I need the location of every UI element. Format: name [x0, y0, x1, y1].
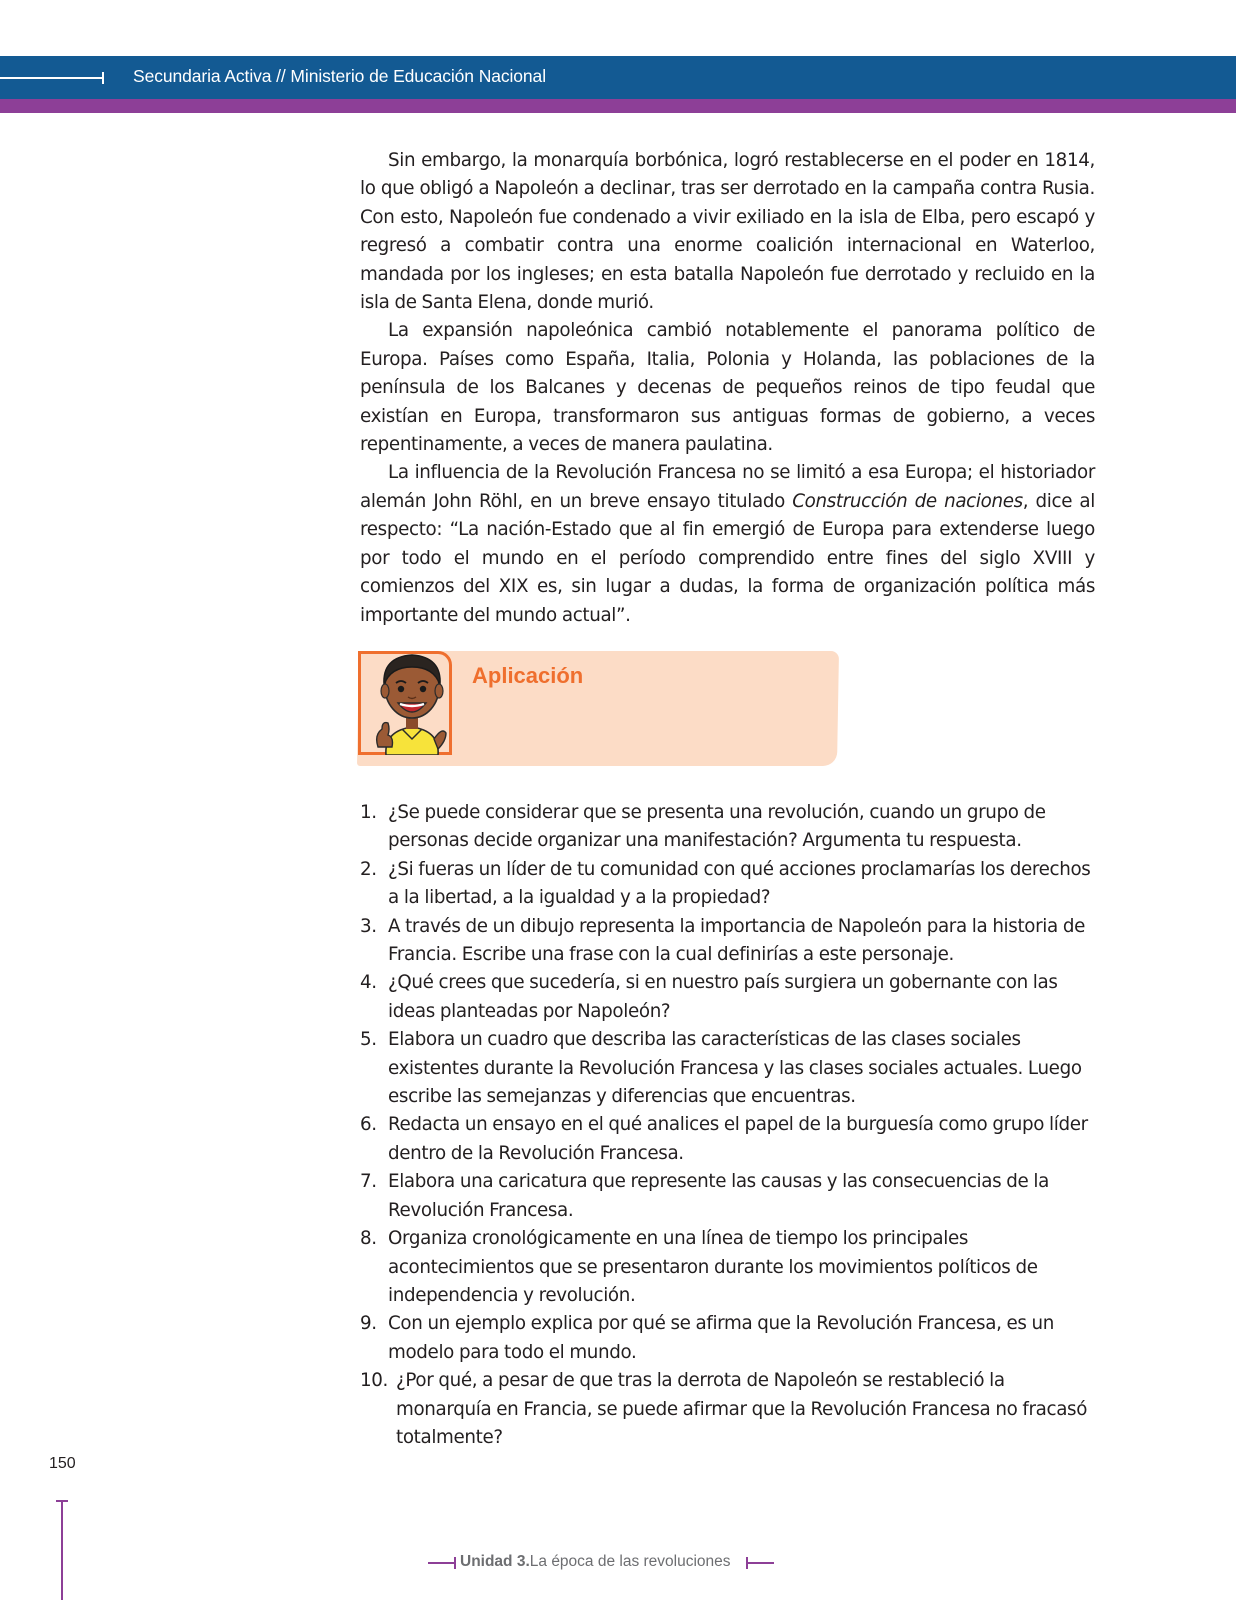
exercise-number: 5. [360, 1029, 377, 1051]
footer [428, 1551, 778, 1575]
exercise-item [360, 969, 1095, 1026]
footer-unit-title: La época de las revoluciones [529, 1553, 731, 1570]
essay-title: Construcción de naciones [792, 490, 1023, 512]
exercise-number: 6. [360, 1114, 377, 1136]
exercise-number: 7. [360, 1171, 377, 1193]
footer-rule-right [746, 1562, 774, 1564]
exercise-text: ¿Se puede considerar que se presenta una revolución, cuando un grupo de personas decide organizar una manifestación? Argumenta tu respuesta. [388, 802, 1046, 852]
footer-tick-left [454, 1557, 456, 1569]
paragraph-3-end: , dice al respecto: “La nación-Estado que al fin emergió de Europa para extenderse luego por todo el mundo en el período comprendido entre fines del siglo XVIII y comienzos del XIX es, sin lugar a dudas, la forma de organización política más importante del mundo actual”. [360, 490, 1096, 626]
exercise-item [360, 1026, 1095, 1111]
exercise-text: Elabora un cuadro que describa las características de las clases sociales existentes durante la Revolución Francesa y las clases sociales actuales. Luego escribe las semejanzas y diferencias que encuentras. [388, 1029, 1082, 1108]
exercise-item [360, 913, 1095, 970]
exercise-number: 2. [360, 858, 377, 880]
page-number: 150 [49, 1455, 76, 1472]
exercise-item [360, 1310, 1095, 1367]
exercise-number: 8. [360, 1228, 377, 1250]
footer-text [460, 1553, 731, 1571]
exercise-text: Organiza cronológicamente en una línea de tiempo los principales acontecimientos que se presentaron durante los movimientos políticos de independencia y revolución. [388, 1228, 1038, 1306]
exercise-item [360, 856, 1095, 913]
paragraph-2: La expansión napoleónica cambió notablemente el panorama político de Europa. Países como España, Italia, Polonia y Holanda, las poblaciones de la península de los Balcanes y decenas de pequeños reinos de tipo feudal que existían en Europa, transformaron sus antiguas formas de gobierno, a veces repentinamente, a veces de manera paulatina. [360, 320, 1095, 456]
exercise-text: ¿Por qué, a pesar de que tras la derrota de Napoleón se restableció la monarquía en Francia, se puede afirmar que la Revolución Francesa no fracasó totalmente? [396, 1370, 1088, 1448]
exercise-item [360, 1111, 1095, 1168]
exercise-text: Con un ejemplo explica por qué se afirma que la Revolución Francesa, es un modelo para todo el mundo. [388, 1313, 1054, 1363]
exercise-item [360, 1225, 1095, 1310]
footer-rule-left [428, 1562, 456, 1564]
exercise-text: ¿Si fueras un líder de tu comunidad con qué acciones proclamarías los derechos a la libertad, a la igualdad y a la propiedad? [388, 858, 1091, 909]
paragraph-3-start: La influencia de la Revolución Francesa no se limitó a esa Europa; el historiador alemán John Röhl, en un breve ensayo titulado [360, 462, 1095, 512]
exercise-number: 10. [360, 1370, 389, 1392]
exercise-text: A través de un dibujo representa la importancia de Napoleón para la historia de Francia. Escribe una frase con la cual definirías a este personaje. [388, 915, 1085, 966]
exercise-text: Redacta un ensayo en el qué analices el papel de la burguesía como grupo líder dentro de la Revolución Francesa. [388, 1114, 1088, 1164]
application-banner [358, 651, 838, 766]
footer-unit: Unidad 3. [460, 1553, 530, 1570]
exercise-number: 1. [360, 802, 377, 823]
header-stripe [0, 99, 1236, 113]
header-rule-tick [102, 72, 104, 84]
header-title: Secundaria Activa // Ministerio de Educación Nacional [133, 66, 546, 86]
margin-rule [61, 1500, 63, 1600]
exercise-text: ¿Qué crees que sucedería, si en nuestro país surgiera un gobernante con las ideas planteadas por Napoleón? [388, 972, 1058, 1022]
student-mascot-icon [372, 643, 452, 755]
exercise-item [360, 1367, 1095, 1452]
exercise-number: 3. [360, 915, 377, 937]
application-title: Aplicación [472, 663, 584, 688]
body-text [360, 147, 1095, 630]
exercise-number: 9. [360, 1313, 377, 1335]
exercise-text: Elabora una caricatura que represente las causas y las consecuencias de la Revolución Francesa. [388, 1171, 1049, 1221]
exercise-item [360, 799, 1095, 856]
paragraph-1: Sin embargo, la monarquía borbónica, logró restablecerse en el poder en 1814, lo que obligó a Napoleón a declinar, tras ser derrotado en la campaña contra Rusia. Con esto, Napoleón fue condenado a vivir exiliado en la isla de Elba, pero escapó y regresó a combatir contra una enorme coalición internacional en Waterloo, mandada por los ingleses; en esta batalla Napoleón fue derrotado y recluido en la isla de Santa Elena, donde murió. [360, 150, 1095, 314]
exercise-number: 4. [360, 972, 377, 994]
exercise-item [360, 1168, 1095, 1225]
header-rule [0, 77, 104, 79]
exercise-list [360, 799, 1095, 1452]
paragraph-3 [360, 459, 1095, 629]
